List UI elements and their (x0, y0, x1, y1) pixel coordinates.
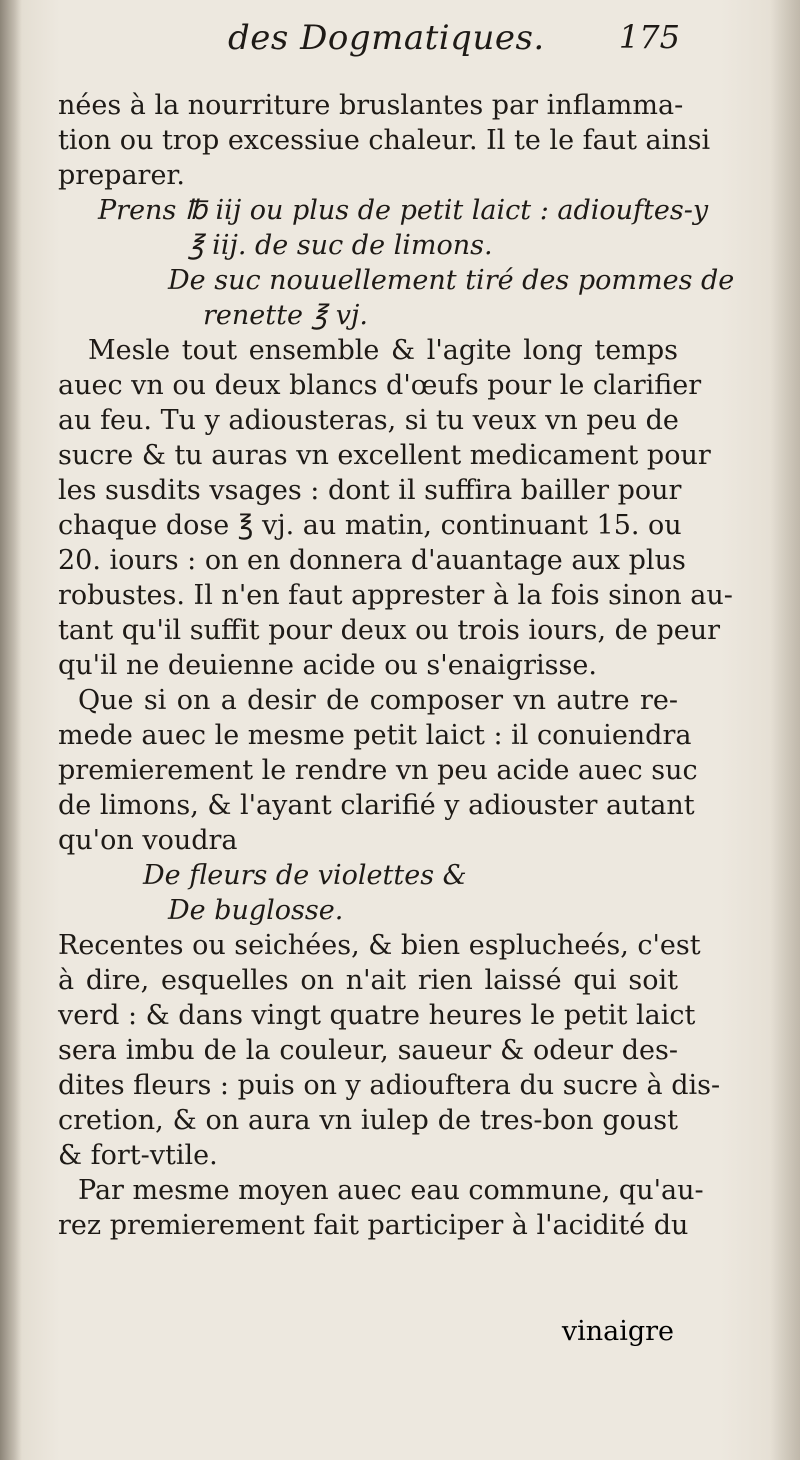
text-line: nées à la nourriture bruslantes par inflamma- (58, 90, 684, 121)
text-block (58, 14, 735, 1243)
text-line: verd : & dans vingt quatre heures le petit laict (58, 1000, 696, 1031)
page-gutter (0, 0, 22, 1460)
page-number: 175 (618, 18, 680, 56)
text-line: chaque dose ℥ vj. au matin, continuant 15. ou (58, 510, 682, 541)
text-line: au feu. Tu y adiousteras, si tu veux vn peu de (58, 405, 679, 436)
text-line: auec vn ou deux blancs d'œufs pour le clarifier (58, 370, 702, 401)
text-line: cretion, & on aura vn iulep de tres-bon goust (58, 1105, 678, 1136)
text-line: Que si on a desir de composer vn autre re- (78, 685, 678, 716)
text-line: ℥ iij. de suc de limons. (188, 230, 493, 261)
text-line: à dire, esquelles on n'ait rien laissé qui soit (58, 965, 678, 996)
running-head: des Dogmatiques. (228, 18, 545, 58)
text-line: De suc nouuellement tiré des pommes de (168, 265, 735, 296)
text-line: renette ℥ vj. (203, 300, 368, 331)
text-line: dites fleurs : puis on y adiouftera du sucre à dis- (58, 1070, 721, 1101)
body-text (58, 88, 735, 1243)
text-line: Par mesme moyen auec eau commune, qu'au- (78, 1175, 704, 1206)
text-line: de limons, & l'ayant clarifié y adiouster autant (58, 790, 695, 821)
text-line: 20. iours : on en donnera d'auantage aux plus (58, 545, 686, 576)
text-line: les susdits vsages : dont il suffira bailler pour (58, 475, 682, 506)
text-line: Mesle tout ensemble & l'agite long temps (88, 335, 678, 366)
text-line: premierement le rendre vn peu acide auec suc (58, 755, 698, 786)
catchword: vinaigre (561, 1316, 674, 1347)
page-header (58, 14, 678, 72)
text-line: tion ou trop excessiue chaleur. Il te le faut ainsi (58, 125, 711, 156)
text-line: rez premierement fait participer à l'acidité du (58, 1210, 689, 1241)
text-line: preparer. (58, 160, 185, 191)
text-line: qu'il ne deuienne acide ou s'enaigrisse. (58, 650, 597, 681)
text-line: qu'on voudra (58, 825, 238, 856)
text-line: De fleurs de violettes & (143, 860, 467, 891)
page-edge (770, 0, 800, 1460)
text-line: mede auec le mesme petit laict : il conuiendra (58, 720, 692, 751)
text-line: tant qu'il suffit pour deux ou trois iours, de peur (58, 615, 721, 646)
text-line: & fort-vtile. (58, 1140, 218, 1171)
text-line: De buglosse. (168, 895, 344, 926)
text-line: Prens ℔ iij ou plus de petit laict : adiouftes-y (98, 195, 709, 226)
text-line: robustes. Il n'en faut apprester à la fois sinon au- (58, 580, 733, 611)
text-line: sucre & tu auras vn excellent medicament pour (58, 440, 711, 471)
text-line: Recentes ou seichées, & bien esplucheés, c'est (58, 930, 701, 961)
text-line: sera imbu de la couleur, saueur & odeur des- (58, 1035, 678, 1066)
